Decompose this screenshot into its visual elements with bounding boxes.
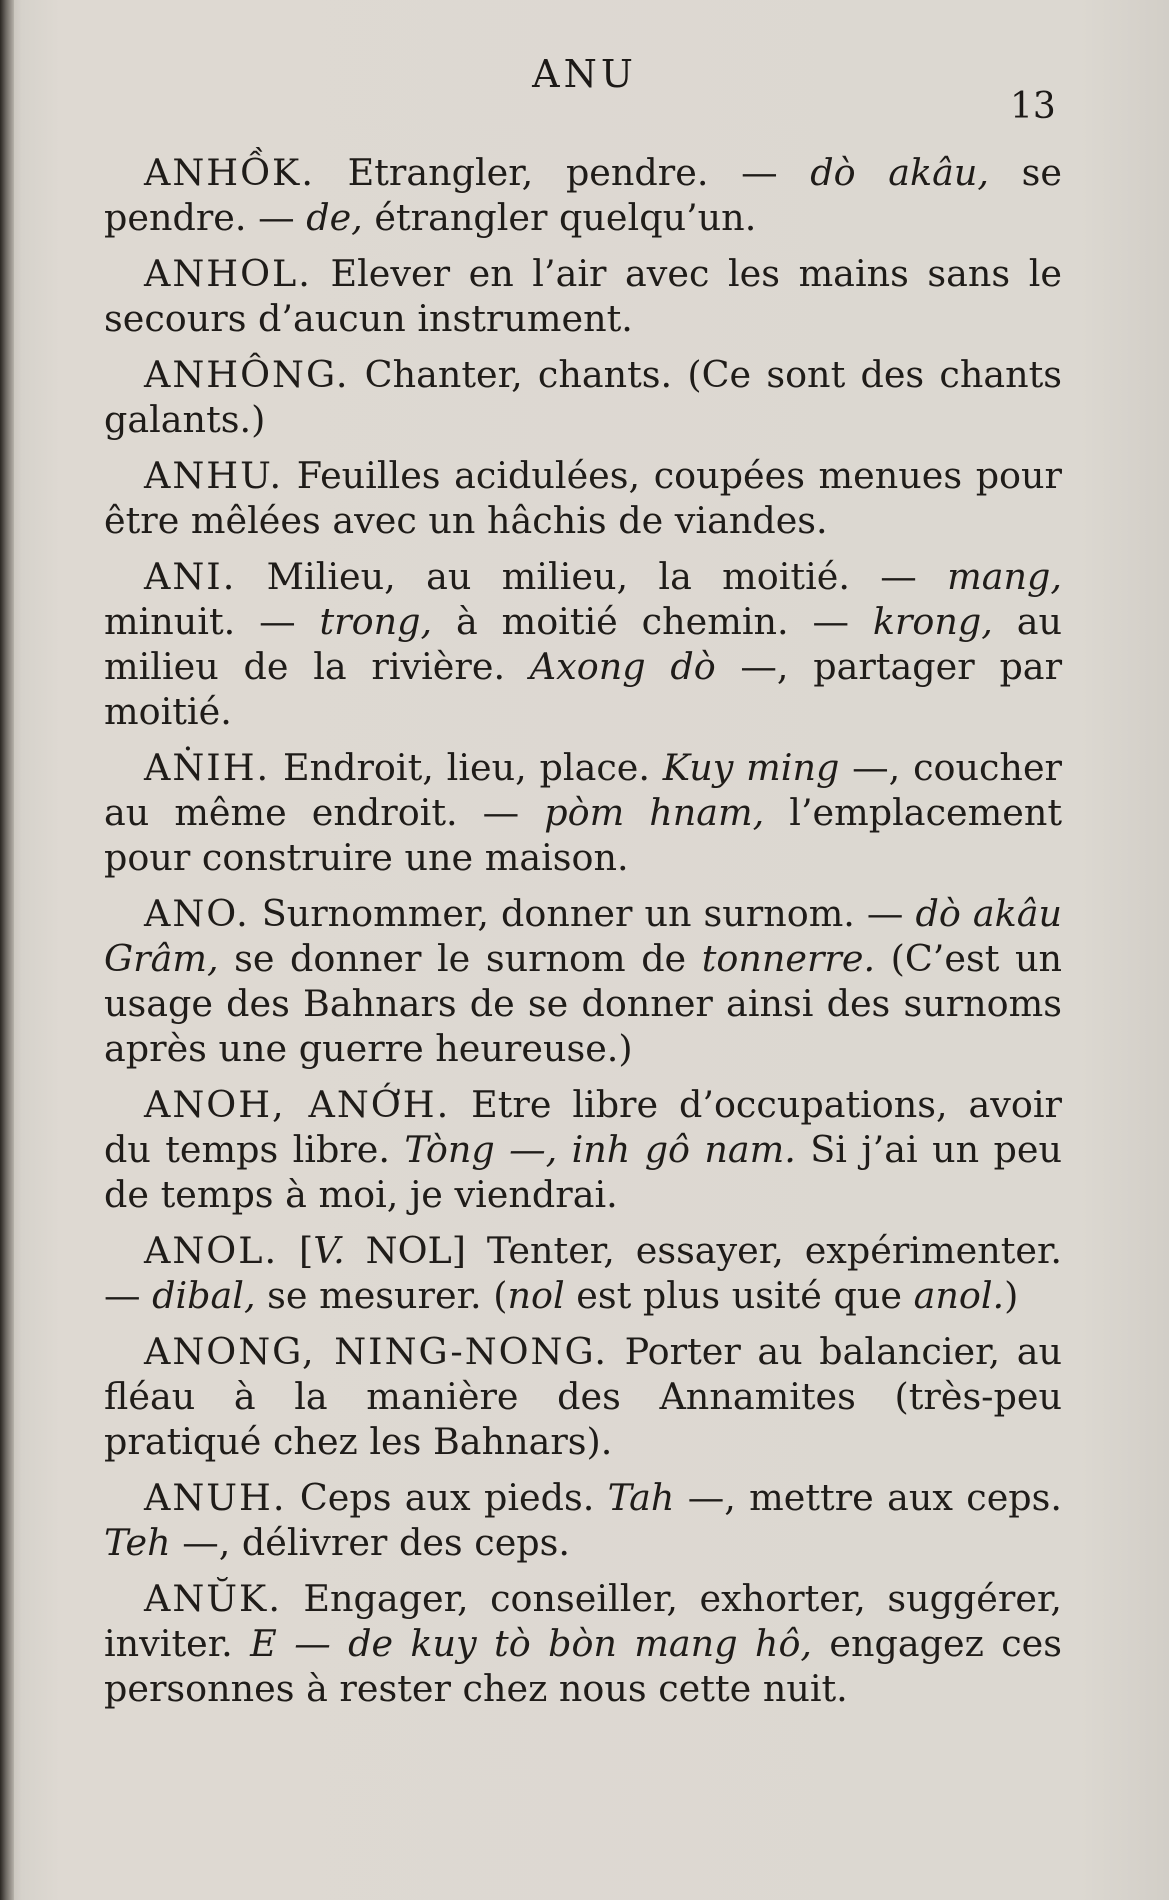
entry-anhu bbox=[104, 453, 1062, 543]
entry-text: Engager, conseiller, exhorter, suggérer, inviter. bbox=[104, 1577, 1062, 1665]
entry-example: anol. bbox=[913, 1274, 1005, 1317]
entry-anol bbox=[104, 1228, 1062, 1318]
entry-text: se donner le surnom de bbox=[218, 937, 702, 980]
entry-headword: ANONG, NING-NONG. bbox=[144, 1330, 608, 1373]
entry-text: Ceps aux pieds. bbox=[286, 1476, 608, 1519]
entry-text: Etrangler, pendre. — bbox=[314, 151, 811, 194]
entry-text: se pendre. — bbox=[104, 151, 1062, 239]
entry-anhok bbox=[104, 150, 1062, 240]
entry-text: Endroit, lieu, place. bbox=[270, 746, 663, 789]
entry-ano bbox=[104, 891, 1062, 1071]
entry-headword: AṄIH. bbox=[144, 746, 271, 789]
entry-anuh bbox=[104, 1475, 1062, 1565]
entry-headword: ANHÔNG. bbox=[144, 353, 350, 396]
entry-headword: ANŬK. bbox=[144, 1577, 282, 1620]
entry-example: tonnerre. bbox=[701, 937, 876, 980]
entry-example: dò akâu Grâm, bbox=[104, 892, 1062, 980]
entry-example: dò akâu, bbox=[810, 151, 989, 194]
entry-text: étrangler quelqu’un. bbox=[362, 196, 757, 239]
entry-example: E — de kuy tò bòn mang hô, bbox=[250, 1622, 813, 1665]
entry-text: Elever en l’air avec les mains sans le secours d’aucun instrument. bbox=[104, 252, 1062, 340]
entry-ani bbox=[104, 554, 1062, 734]
entry-headword: ANOH, ANỚH. bbox=[144, 1083, 451, 1126]
running-head: ANU bbox=[532, 52, 637, 96]
entry-example: de, bbox=[306, 196, 363, 239]
entry-text: —, délivrer des ceps. bbox=[170, 1521, 571, 1564]
entry-text: —, mettre aux ceps. bbox=[674, 1476, 1062, 1519]
entry-text: ) bbox=[1004, 1274, 1019, 1317]
page-number: 13 bbox=[1010, 86, 1056, 127]
entry-text: NOL] Tenter, essayer, expérimenter. — bbox=[104, 1229, 1063, 1317]
entry-example: Kuy ming bbox=[662, 746, 840, 789]
entry-example: Tòng —, inh gô nam. bbox=[404, 1128, 796, 1171]
entry-example: pòm hnam, bbox=[544, 791, 765, 834]
entry-text: au milieu de la rivière. bbox=[104, 600, 1063, 688]
dictionary-entries bbox=[104, 150, 1062, 1722]
entry-text: Si j’ai un peu de temps à moi, je viendrai. bbox=[104, 1128, 1062, 1216]
entry-anong bbox=[104, 1329, 1062, 1464]
entry-anhong bbox=[104, 352, 1062, 442]
entry-anoh bbox=[104, 1082, 1062, 1217]
entry-example: nol bbox=[507, 1274, 565, 1317]
entry-anhol bbox=[104, 251, 1062, 341]
entry-text: engagez ces personnes à rester chez nous cette nuit. bbox=[104, 1622, 1062, 1710]
entry-text: Etre libre d’occupations, avoir du temps libre. bbox=[104, 1083, 1062, 1171]
entry-example: mang, bbox=[947, 555, 1062, 598]
entry-headword: ANHOL. bbox=[144, 252, 312, 295]
entry-example: Axong dò bbox=[529, 645, 716, 688]
entry-example: Teh bbox=[104, 1521, 171, 1564]
entry-text: Feuilles acidulées, coupées menues pour être mêlées avec un hâchis de viandes. bbox=[104, 454, 1062, 542]
entry-text: l’emplacement pour construire une maison. bbox=[104, 791, 1062, 879]
entry-text: est plus usité que bbox=[564, 1274, 914, 1317]
entry-text: se mesurer. ( bbox=[255, 1274, 508, 1317]
entry-text: Milieu, au milieu, la moitié. — bbox=[236, 555, 948, 598]
entry-headword: ANHU. bbox=[144, 454, 284, 497]
entry-example: trong, bbox=[319, 600, 433, 643]
entry-text: —, partager par moitié. bbox=[104, 645, 1063, 733]
entry-text: Chanter, chants. (Ce sont des chants galants.) bbox=[104, 353, 1062, 441]
entry-headword: ANOL. bbox=[144, 1229, 279, 1272]
entry-anuk bbox=[104, 1576, 1062, 1711]
entry-headword: ANHỒK. bbox=[144, 151, 315, 194]
entry-text: [ bbox=[278, 1229, 314, 1272]
entry-example: krong, bbox=[872, 600, 993, 643]
entry-anih bbox=[104, 745, 1062, 880]
entry-example: V. bbox=[313, 1229, 345, 1272]
binding-edge bbox=[0, 0, 14, 1900]
entry-text: —, coucher au même endroit. — bbox=[104, 746, 1062, 834]
entry-text: à moitié chemin. — bbox=[432, 600, 873, 643]
entry-text: (C’est un usage des Bahnars de se donner ainsi des surnoms après une guerre heureuse.) bbox=[104, 937, 1062, 1070]
entry-text: Porter au balancier, au fléau à la manière des Annamites (très-peu pratiqué chez les Bahnars). bbox=[104, 1330, 1062, 1463]
entry-example: dibal, bbox=[152, 1274, 256, 1317]
entry-headword: ANI. bbox=[144, 555, 237, 598]
entry-text: Surnommer, donner un surnom. — bbox=[249, 892, 916, 935]
entry-headword: ANO. bbox=[144, 892, 250, 935]
entry-headword: ANUH. bbox=[144, 1476, 287, 1519]
entry-example: Tah bbox=[607, 1476, 675, 1519]
entry-text: minuit. — bbox=[104, 600, 320, 643]
